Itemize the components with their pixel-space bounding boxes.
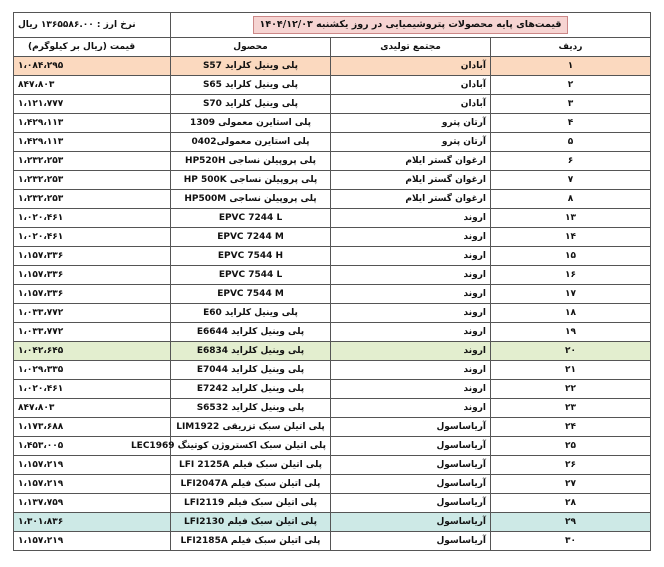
row-product: پلی پروپیلن نساجی HP500M	[171, 190, 331, 209]
row-index: ۱۵	[491, 247, 651, 266]
header-producer: مجتمع تولیدی	[331, 38, 491, 57]
row-price: ۱،۱۵۷،۳۳۶	[14, 266, 171, 285]
row-producer: ارغوان گستر ایلام	[331, 152, 491, 171]
title-cell	[171, 13, 651, 38]
row-producer: آبادان	[331, 95, 491, 114]
row-producer: اروند	[331, 323, 491, 342]
row-product: پلی اتیلن سبک فیلم LFI2119	[171, 494, 331, 513]
row-product: پلی پروپیلن نساجی HP520H	[171, 152, 331, 171]
table-row	[14, 247, 651, 266]
row-product: پلی وینیل کلراید E7044	[171, 361, 331, 380]
row-price: ۱،۴۵۳،۰۰۵	[14, 437, 171, 456]
row-product: پلی اتیلن سبک اکستروژن کوتینگ LEC1969	[171, 437, 331, 456]
row-index: ۲۰	[491, 342, 651, 361]
header-row	[14, 38, 651, 57]
row-index: ۲۸	[491, 494, 651, 513]
row-producer: اروند	[331, 361, 491, 380]
row-product: پلی پروپیلن نساجی HP 500K	[171, 171, 331, 190]
table-row	[14, 418, 651, 437]
table-row	[14, 380, 651, 399]
row-producer: آرتان پترو	[331, 133, 491, 152]
row-product: پلی اتیلن سبک فیلم LFI2130	[171, 513, 331, 532]
row-index: ۱۹	[491, 323, 651, 342]
row-product: پلی وینیل کلراید E60	[171, 304, 331, 323]
table-row	[14, 285, 651, 304]
row-index: ۶	[491, 152, 651, 171]
row-product: پلی اتیلن سبک فیلم LFI2185A	[171, 532, 331, 551]
row-producer: آریاساسول	[331, 494, 491, 513]
table-row	[14, 133, 651, 152]
row-producer: آریاساسول	[331, 456, 491, 475]
row-product: EPVC 7244 M	[171, 228, 331, 247]
row-index: ۱۴	[491, 228, 651, 247]
price-table-body	[14, 13, 651, 551]
row-producer: اروند	[331, 228, 491, 247]
row-price: ۱،۲۳۲،۲۵۳	[14, 171, 171, 190]
row-producer: آریاساسول	[331, 513, 491, 532]
table-row	[14, 437, 651, 456]
row-index: ۴	[491, 114, 651, 133]
table-row	[14, 399, 651, 418]
row-product: پلی وینیل کلراید E7242	[171, 380, 331, 399]
row-producer: ارغوان گستر ایلام	[331, 171, 491, 190]
row-producer: اروند	[331, 399, 491, 418]
table-row	[14, 266, 651, 285]
row-index: ۱۶	[491, 266, 651, 285]
header-index: ردیف	[491, 38, 651, 57]
row-producer: اروند	[331, 285, 491, 304]
table-row	[14, 456, 651, 475]
row-price: ۱،۳۰۱،۸۳۶	[14, 513, 171, 532]
row-product: پلی استایرن معمولی 1309	[171, 114, 331, 133]
title-row	[14, 13, 651, 38]
row-index: ۱۷	[491, 285, 651, 304]
row-producer: آرتان پترو	[331, 114, 491, 133]
row-index: ۲۷	[491, 475, 651, 494]
row-product: پلی اتیلن سبک تزریقی LIM1922	[171, 418, 331, 437]
row-product: پلی وینیل کلراید S70	[171, 95, 331, 114]
row-price: ۱،۴۲۹،۱۱۳	[14, 133, 171, 152]
row-index: ۳۰	[491, 532, 651, 551]
row-producer: اروند	[331, 209, 491, 228]
sheet-title: قیمت‌های پایه محصولات پتروشیمیایی در روز یکشنبه ۱۴۰۴/۱۲/۰۳	[253, 16, 569, 34]
row-producer: آبادان	[331, 57, 491, 76]
row-price: ۱،۱۵۷،۲۱۹	[14, 475, 171, 494]
row-price: ۸۴۷،۸۰۳	[14, 399, 171, 418]
row-product: پلی وینیل کلراید S57	[171, 57, 331, 76]
row-producer: آبادان	[331, 76, 491, 95]
table-row	[14, 152, 651, 171]
row-price: ۱،۲۳۲،۲۵۳	[14, 190, 171, 209]
row-product: پلی وینیل کلراید S65	[171, 76, 331, 95]
row-price: ۱،۱۵۷،۲۱۹	[14, 456, 171, 475]
row-index: ۷	[491, 171, 651, 190]
row-index: ۲۲	[491, 380, 651, 399]
row-price: ۱،۰۲۹،۳۳۵	[14, 361, 171, 380]
row-product: پلی اتیلن سبک فیلم LFI 2125A	[171, 456, 331, 475]
row-index: ۲۱	[491, 361, 651, 380]
row-index: ۱	[491, 57, 651, 76]
table-row	[14, 323, 651, 342]
row-price: ۱،۰۲۰،۴۶۱	[14, 209, 171, 228]
row-product: پلی وینیل کلراید E6644	[171, 323, 331, 342]
row-index: ۵	[491, 133, 651, 152]
row-price: ۱،۱۵۷،۳۳۶	[14, 285, 171, 304]
row-product: EPVC 7544 H	[171, 247, 331, 266]
row-product: EPVC 7544 M	[171, 285, 331, 304]
price-table	[13, 12, 651, 551]
row-producer: آریاساسول	[331, 418, 491, 437]
table-row	[14, 95, 651, 114]
table-row	[14, 171, 651, 190]
row-index: ۲۴	[491, 418, 651, 437]
table-row	[14, 532, 651, 551]
row-price: ۱،۰۲۰،۴۶۱	[14, 228, 171, 247]
row-product: پلی اتیلن سبک فیلم LFI2047A	[171, 475, 331, 494]
row-price: ۱،۰۳۳،۷۷۲	[14, 323, 171, 342]
row-price: ۱،۴۲۹،۱۱۳	[14, 114, 171, 133]
row-producer: آریاساسول	[331, 475, 491, 494]
row-price: ۱،۱۵۷،۳۳۶	[14, 247, 171, 266]
row-price: ۱،۱۳۷،۷۵۹	[14, 494, 171, 513]
row-price: ۱،۰۲۰،۴۶۱	[14, 380, 171, 399]
row-producer: اروند	[331, 247, 491, 266]
row-producer: اروند	[331, 266, 491, 285]
row-producer: ارغوان گستر ایلام	[331, 190, 491, 209]
row-index: ۲۶	[491, 456, 651, 475]
row-price: ۱،۱۲۱،۷۷۷	[14, 95, 171, 114]
table-row	[14, 361, 651, 380]
row-price: ۱،۰۴۲،۶۴۵	[14, 342, 171, 361]
table-row	[14, 228, 651, 247]
row-index: ۲۹	[491, 513, 651, 532]
table-row	[14, 475, 651, 494]
table-row	[14, 342, 651, 361]
row-product: پلی وینیل کلراید S6532	[171, 399, 331, 418]
table-row	[14, 513, 651, 532]
table-row	[14, 190, 651, 209]
row-price: ۱،۰۳۳،۷۷۲	[14, 304, 171, 323]
row-product: پلی استایرن معمولی0402	[171, 133, 331, 152]
table-row	[14, 494, 651, 513]
row-price: ۱،۲۳۲،۲۵۳	[14, 152, 171, 171]
row-product: EPVC 7244 L	[171, 209, 331, 228]
row-price: ۱،۱۵۷،۲۱۹	[14, 532, 171, 551]
row-index: ۳	[491, 95, 651, 114]
exchange-rate: نرخ ارز : ۱۳۶۵۵۸۶.۰۰ ریال	[14, 13, 171, 38]
row-product: پلی وینیل کلراید E6834	[171, 342, 331, 361]
row-index: ۸	[491, 190, 651, 209]
table-row	[14, 304, 651, 323]
row-product: EPVC 7544 L	[171, 266, 331, 285]
row-producer: آریاساسول	[331, 532, 491, 551]
row-producer: اروند	[331, 380, 491, 399]
table-row	[14, 114, 651, 133]
row-producer: اروند	[331, 342, 491, 361]
row-index: ۲	[491, 76, 651, 95]
row-producer: اروند	[331, 304, 491, 323]
row-index: ۲۳	[491, 399, 651, 418]
header-price: قیمت (ریال بر کیلوگرم)	[14, 38, 171, 57]
row-index: ۱۸	[491, 304, 651, 323]
table-row	[14, 57, 651, 76]
row-price: ۸۴۷،۸۰۳	[14, 76, 171, 95]
row-index: ۱۳	[491, 209, 651, 228]
row-producer: آریاساسول	[331, 437, 491, 456]
row-index: ۲۵	[491, 437, 651, 456]
row-price: ۱،۰۸۴،۲۹۵	[14, 57, 171, 76]
table-row	[14, 76, 651, 95]
row-price: ۱،۱۷۳،۶۸۸	[14, 418, 171, 437]
table-row	[14, 209, 651, 228]
header-product: محصول	[171, 38, 331, 57]
